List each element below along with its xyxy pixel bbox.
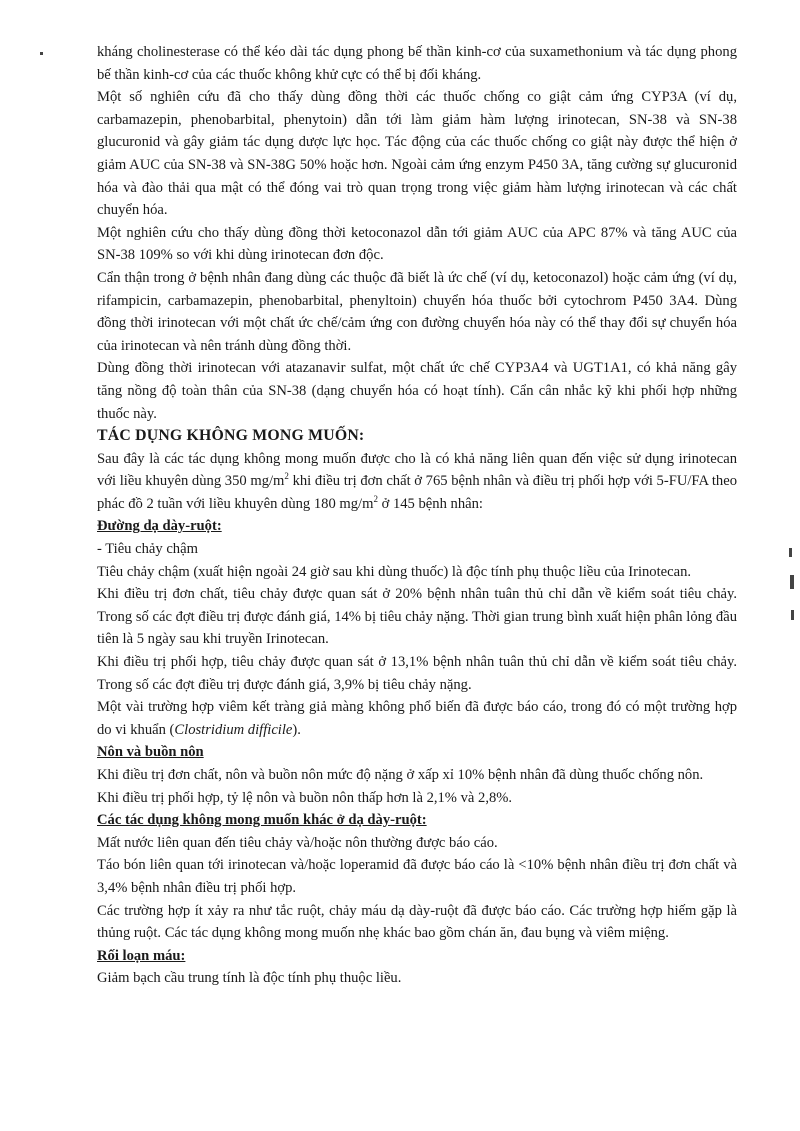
paragraph-constipation: Táo bón liên quan tới irinotecan và/hoặc loperamid đã được báo cáo là <10% bệnh nhân điều trị đơn chất và 3,4% bệnh nhân điều trị phối hợp. [97,857,737,896]
paragraph-ketoconazol: Một nghiên cứu cho thấy dùng đồng thời ketoconazol dẫn tới giảm AUC của APC 87% và tăng AUC của SN-38 109% so với khi dùng irinotecan đơn độc. [97,224,737,264]
intro-text-1: Sau đây là các tác dụng không mong muốn được cho là có khả năng liên quan đến việc sử dụng irinotecan với liều khuyên dùng 350 mg/m [97,450,737,490]
bullet-delayed-diarrhea: - Tiêu chảy chậm [97,541,198,558]
paragraph-monotherapy-diarrhea: Khi điều trị đơn chất, tiêu chảy được quan sát ở 20% bệnh nhân tuân thủ chỉ dẫn về kiểm soát tiêu chảy. Trong số các đợt điều trị được đánh giá, 14% bị tiêu chảy nặng. Thời gian trung bình xuất hiện phân lỏng đầu tiên là 5 ngày sau khi truyền Irinotecan. [97,586,737,648]
paragraph-rare-gi: Các trường hợp ít xảy ra như tắc ruột, chảy máu dạ dày-ruột đã được báo cáo. Các trường hợp hiếm gặp là thủng ruột. Các tác dụng không mong muốn nhẹ khác bao gồm chán ăn, đau bụng và viêm miệng. [97,902,737,942]
section-title-adverse-effects: TÁC DỤNG KHÔNG MONG MUỐN: [97,427,365,445]
paragraph-colitis [97,696,737,741]
intro-text-3: ở 145 bệnh nhân: [377,495,483,512]
colitis-text-2: ). [292,721,301,738]
scan-edge-mark [790,575,794,589]
intro-text-2: khi điều trị đơn chất ở 765 bệnh nhân và điều trị phối hợp với 5-FU/FA theo phác đồ 2 tuần với liều khuyên dùng 180 mg/m [97,473,737,512]
paragraph-intro [97,448,737,516]
document-page [97,41,737,990]
scan-edge-mark [791,610,794,620]
paragraph-combination-diarrhea: Khi điều trị phối hợp, tiêu chảy được quan sát ở 13,1% bệnh nhân tuân thủ chỉ dẫn về kiểm soát tiêu chảy. Trong số các đợt điều trị được đánh giá, 3,9% bị tiêu chảy nặng. [97,654,737,693]
colitis-organism: Clostridium difficile [174,721,293,738]
colitis-text-1: Một vài trường hợp viêm kết tràng giả màng không phổ biến đã được báo cáo, trong đó có một trường hợp do vi khuẩn ( [97,699,737,738]
paragraph-dehydration: Mất nước liên quan đến tiêu chảy và/hoặc nôn thường được báo cáo. [97,834,498,851]
heading-other-gi: Các tác dụng không mong muốn khác ở dạ dày-ruột: [97,812,427,829]
paragraph-cyp3a4-caution: Cẩn thận trong ở bệnh nhân đang dùng các thuộc đã biết là ức chế (ví dụ, ketoconazol) hoặc cảm ứng (ví dụ, rifampicin, carbamazepin, phenobarbital, phenyltoin) chuyển hóa thuốc bởi cytochrom P450 3A4. Dùng đồng thời irinotecan với một chất ức chế/cảm ứng con đường chuyển hóa này có thể thay đổi sự chuyển hóa của irinotecan và nên tránh dùng đồng thời. [97,269,737,354]
scan-edge-mark [789,548,792,557]
scan-edge-mark [40,52,43,55]
paragraph-cyp3a-inducers: Một số nghiên cứu đã cho thấy dùng đồng thời các thuốc chống co giật cảm ứng CYP3A (ví dụ, carbamazepin, phenobarbital, phenytoin) dẫn tới làm giảm hàm lượng irinotecan, SN-38 và SN-38 glucuronid và gây giảm tác dụng dược lực học. Tác động của các thuốc chống co giật này được thể hiện ở giảm AUC của SN-38 và SN-38G 50% hoặc hơn. Ngoài cảm ứng enzym P450 3A, tăng cường sự glucuronid hóa và đào thải qua mật có thể đóng vai trò quan trọng trong việc giảm hàm lượng irinotecan và các chất chuyển hóa. [97,89,737,219]
intro-superscript-2: 2 [373,494,378,505]
heading-gi-tract: Đường dạ dày-ruột: [97,518,222,535]
paragraph-neutropenia: Giảm bạch cầu trung tính là độc tính phụ thuộc liều. [97,970,402,987]
heading-nausea-vomiting: Nôn và buồn nôn [97,744,204,761]
heading-blood-disorders: Rối loạn máu: [97,947,186,964]
intro-superscript-1: 2 [284,471,289,482]
paragraph-nausea-combination: Khi điều trị phối hợp, tỷ lệ nôn và buồn nôn thấp hơn là 2,1% và 2,8%. [97,789,513,806]
paragraph-nausea-monotherapy: Khi điều trị đơn chất, nôn và buồn nôn mức độ nặng ở xấp xỉ 10% bệnh nhân đã dùng thuốc chống nôn. [97,767,704,783]
paragraph-atazanavir: Dùng đồng thời irinotecan với atazanavir sulfat, một chất ức chế CYP3A4 và UGT1A1, có khả năng gây tăng nồng độ toàn thân của SN-38 (dạng chuyển hóa có hoạt tính). Cẩn cân nhắc kỹ khi phối hợp những thuốc này. [97,360,737,422]
paragraph-cholinesterase: kháng cholinesterase có thể kéo dài tác dụng phong bế thần kinh-cơ của suxamethonium và tác dụng phong bế thần kinh-cơ của các thuốc không khử cực có thể bị đối kháng. [97,44,737,83]
paragraph-delayed-diarrhea: Tiêu chảy chậm (xuất hiện ngoài 24 giờ sau khi dùng thuốc) là độc tính phụ thuộc liều của Irinotecan. [97,563,692,580]
